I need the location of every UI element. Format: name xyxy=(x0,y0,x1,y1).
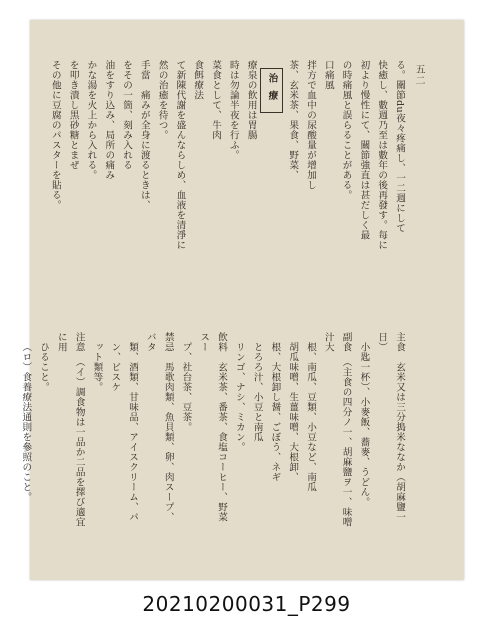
text-column: 根、大根卸し醤、ごぼう、ネギ xyxy=(269,341,281,482)
image-caption: 20210200031_P299 xyxy=(142,592,351,616)
text-column: 療泉の飲用は胃腸 xyxy=(245,60,257,140)
diet-drinks: 飲料 玄米茶、番茶、食塩コーヒー、野菜スー xyxy=(198,332,228,522)
text-column: 快癒し、數週乃至は數年の後再發す。每に xyxy=(376,60,388,250)
text-column: 根、南瓜、豆類、小豆など、南瓜 xyxy=(305,341,317,492)
lower-text-block xyxy=(20,332,408,528)
text-column: 初より慢性にて、關節強直は甚だしく最 xyxy=(358,60,370,240)
text-column: をその一箇、刻み入れる xyxy=(121,60,133,170)
text-column: 小匙一杯）、小麥飯、蕎麥、うどん。 xyxy=(358,341,370,507)
text-column: の時痛風と誤らることがある。 xyxy=(340,60,352,200)
text-column: 手當 痛みが全身に渡るときは、 xyxy=(138,60,150,210)
text-column: 食餌療法 xyxy=(192,60,204,100)
document-page xyxy=(20,20,464,580)
text-column: とろろ汁、小豆と南瓜 xyxy=(251,341,263,442)
section-heading-treatment: 治療 xyxy=(260,68,284,113)
text-column: る。關節du夜々疼痛し、一二週にして xyxy=(394,60,405,234)
text-column: を叩き潰し黒砂糖とまぜ xyxy=(67,60,79,170)
text-column: 類、酒類、甘味品、アイスクリーム、パン、ビスケ xyxy=(109,341,139,522)
text-column: リンゴ、ナシ、ミカン。 xyxy=(233,341,245,452)
text-column: て新陳代謝を盛んならしめ、血液を清淨に xyxy=(174,60,186,250)
text-column: （ロ）食養療法通則を參照のこと。 xyxy=(20,341,32,502)
text-column: ひること。 xyxy=(38,341,50,392)
diet-notes: 注意 （イ）調食物は一品か二品を擇び適宜に用 xyxy=(55,332,85,528)
text-column: ット類等。 xyxy=(91,341,103,392)
page-number: 五二 xyxy=(413,64,424,86)
text-column: 胡瓜味噌、生薑味噌、大根卸、 xyxy=(287,341,299,482)
text-column: 拌方で血中の尿酸量が增加し xyxy=(305,60,317,190)
text-column: 油をすり込み、局所の痛み xyxy=(103,60,115,180)
text-column: プ、社台茶、豆茶。 xyxy=(180,341,192,432)
text-column: 時は勿論半夜を行ふ。 xyxy=(227,60,239,160)
upper-text-block xyxy=(49,60,408,310)
diet-forbidden: 禁忌 馬歌肉類、魚貝類、卵、肉スープ、バタ xyxy=(144,332,174,522)
diet-side: 副食 （主食の四分ノ一、胡麻鹽ヲ一、味噌汁大 xyxy=(322,332,352,528)
text-column: 口痛風 xyxy=(322,60,334,90)
text-column: 茶、玄米茶、果食、野菜、 xyxy=(287,60,299,180)
text-column: かな湯を火上から入れる。 xyxy=(85,60,97,180)
diet-staple: 主食 玄米又は三分搗米ななか（胡麻鹽一日） xyxy=(376,332,405,522)
text-column: その他に豆腐のパスターを貼る。 xyxy=(49,60,61,210)
text-column: 菜食として、牛肉 xyxy=(210,60,222,140)
text-column: 然の治癒を待つ。 xyxy=(156,60,168,140)
